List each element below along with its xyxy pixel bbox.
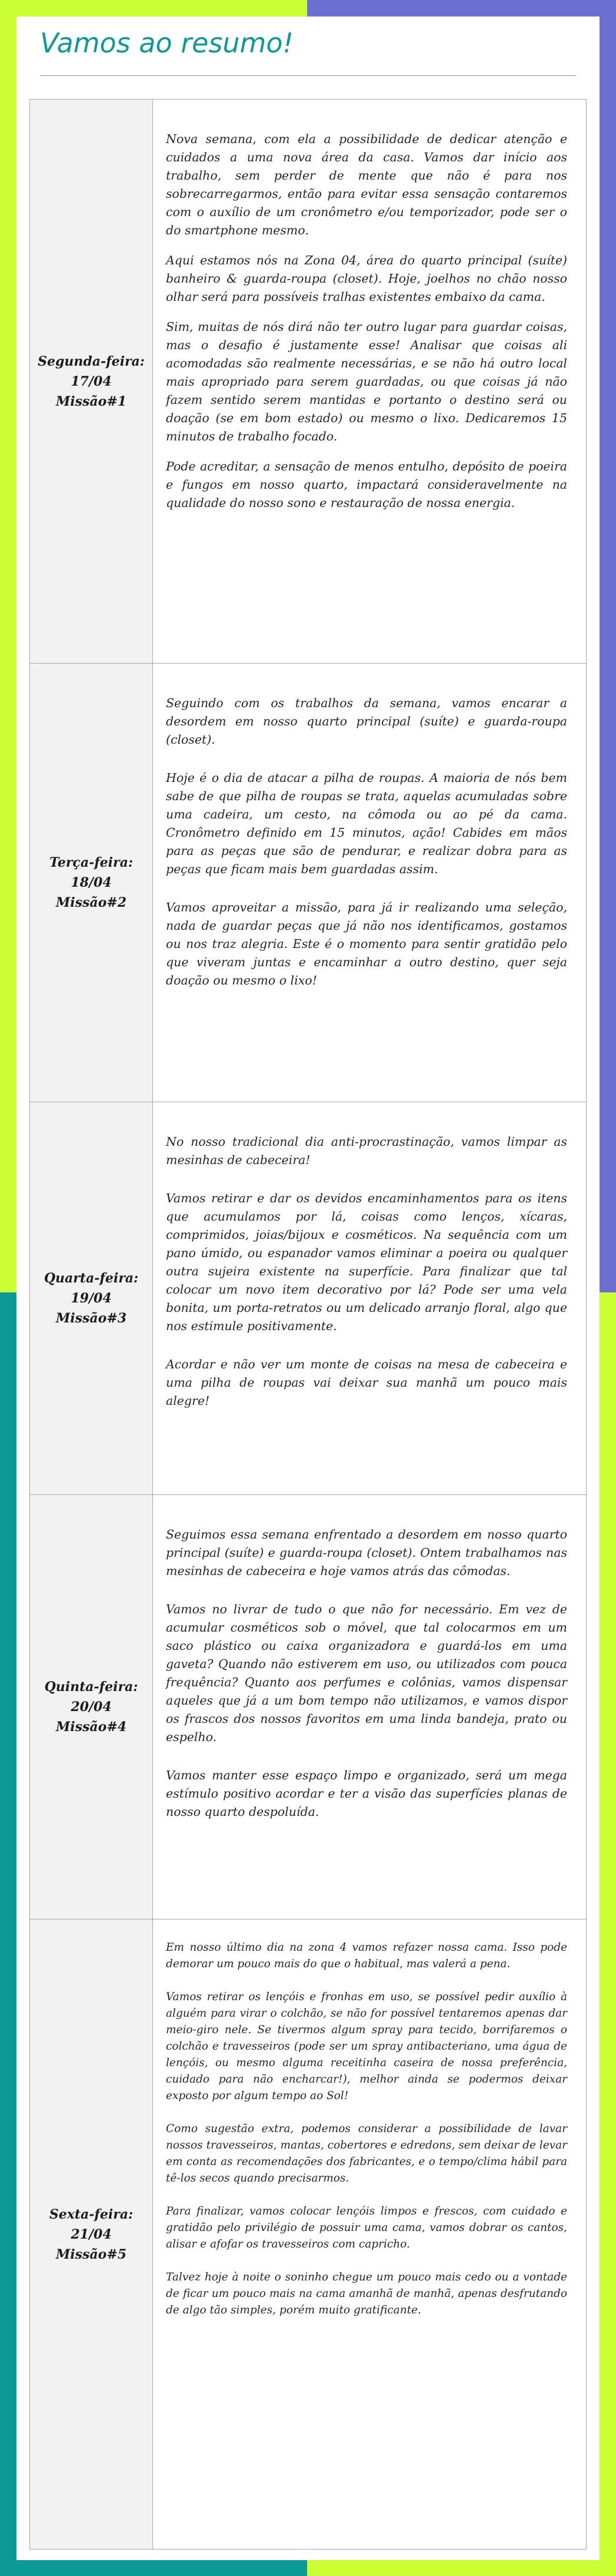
day-date: 18/04 bbox=[71, 875, 112, 891]
paragraph: Aqui estamos nós na Zona 04, área do quarto principal (suíte) banheiro & guarda-roupa (closet). Hoje, joelhos no chão nosso olhar será para possíveis tralhas existentes embaixo da cama. bbox=[166, 253, 567, 304]
table-row bbox=[30, 1495, 586, 1919]
paragraph: Seguimos essa semana enfrentado a desordem em nosso quarto principal (suíte) e guarda-roupa (closet). Ontem trabalhamos nas mesinhas de cabeceira e hoje vamos atrás das cômodas. bbox=[166, 1527, 567, 1578]
day-mission: Missão#5 bbox=[55, 2246, 127, 2262]
table-row bbox=[30, 664, 586, 1102]
mission-description bbox=[153, 1919, 586, 2549]
day-name: Quarta-feira: bbox=[44, 1271, 139, 1287]
day-cell bbox=[30, 1495, 153, 1919]
mission-description bbox=[153, 1495, 586, 1919]
day-name: Quinta-feira: bbox=[44, 1679, 138, 1695]
day-name: Sexta-feira: bbox=[49, 2206, 134, 2222]
paragraph: Sim, muitas de nós dirá não ter outro lugar para guardar coisas, mas o desafio é justamente esse! Analisar que coisas ali acomodadas são realmente necessárias, e se não há outro local mais apropriado para serem guardadas, ou que coisas já não fazem sentido serem mantidas e portanto o destino será ou doação (se em bom estado) ou mesmo o lixo. Dedicaremos 15 minutos de trabalho focado. bbox=[166, 320, 567, 443]
day-cell bbox=[30, 1919, 153, 2549]
day-mission: Missão#2 bbox=[55, 895, 127, 911]
paragraph: Em nosso último dia na zona 4 vamos refazer nossa cama. Isso pode demorar um pouco mais do que o habitual, mas valerá a pena. bbox=[166, 1941, 567, 1971]
paragraph: Seguindo com os trabalhos da semana, vamos encarar a desordem em nosso quarto principal (suíte) e guarda-roupa (closet). bbox=[166, 696, 567, 747]
day-date: 19/04 bbox=[71, 1291, 112, 1307]
day-date: 17/04 bbox=[71, 373, 112, 389]
table-row bbox=[30, 1102, 586, 1494]
table-row bbox=[30, 1919, 586, 2549]
day-mission: Missão#3 bbox=[55, 1311, 127, 1327]
paragraph: No nosso tradicional dia anti-procrastinação, vamos limpar as mesinhas de cabeceira! bbox=[166, 1135, 567, 1168]
weekly-schedule-table bbox=[29, 99, 587, 2550]
day-cell bbox=[30, 100, 153, 663]
paragraph: Pode acreditar, a sensação de menos entulho, depósito de poeira e fungos em nosso quarto, impactará consideravelmente na qualidade do nosso sono e restauração de nossa energia. bbox=[166, 459, 567, 510]
mission-description bbox=[153, 100, 586, 663]
paragraph: Vamos manter esse espaço limpo e organizado, será um mega estímulo positivo acordar e ter a visão das superfícies planas de nosso quarto despoluída. bbox=[166, 1768, 567, 1819]
day-cell bbox=[30, 1102, 153, 1494]
paragraph: Talvez hoje à noite o soninho chegue um pouco mais cedo ou a vontade de ficar um pouco mais na cama amanhã de manhã, apenas desfrutando de algo tão simples, porém muito gratificante. bbox=[166, 2271, 567, 2317]
day-date: 20/04 bbox=[71, 1699, 112, 1715]
day-mission: Missão#4 bbox=[55, 1719, 127, 1735]
paragraph: Para finalizar, vamos colocar lençóis limpos e frescos, com cuidado e gratidão pelo privilégio de possuir uma cama, vamos dobrar os cantos, alisar e afofar os travesseiros com capricho. bbox=[166, 2205, 567, 2251]
paragraph: Como sugestão extra, podemos considerar a possibilidade de lavar nossos travesseiros, mantas, cobertores e edredons, sem deixar de levar em conta as recomendações dos fabricantes, e o tempo/clima hábil para tê-los secos quando precisarmos. bbox=[166, 2123, 567, 2185]
table-row bbox=[30, 100, 586, 664]
mission-description bbox=[153, 1102, 586, 1494]
day-cell bbox=[30, 664, 153, 1102]
day-name: Segunda-feira: bbox=[38, 353, 145, 369]
day-date: 21/04 bbox=[71, 2226, 112, 2242]
day-name: Terça-feira: bbox=[49, 855, 133, 871]
paragraph: Vamos aproveitar a missão, para já ir realizando uma seleção, nada de guardar peças que já não nos identificamos, gostamos ou nos traz alegria. Este é o momento para sentir gratidão pelo que viveram juntas e encaminhar a outro destino, quer seja doação ou mesmo o lixo! bbox=[166, 900, 567, 988]
summary-card bbox=[16, 16, 600, 2560]
title-divider bbox=[40, 75, 576, 76]
paragraph: Nova semana, com ela a possibilidade de dedicar atenção e cuidados a uma nova área da casa. Vamos dar início aos trabalho, sem perder de mente que não é para nos sobrecarregarmos, então para evitar essa sensação contaremos com o auxílio de um cronômetro e/ou temporizador, pode ser o do smartphone mesmo. bbox=[166, 132, 567, 237]
paragraph: Vamos retirar os lençóis e fronhas em uso, se possível pedir auxílio à alguém para virar o colchão, se não for possível tentaremos apenas dar meio-giro nele. Se tivermos algum spray para tecido, borrifaremos o colchão e travesseiros (pode ser um spray antibacteriano, uma água de lençóis, ou mesmo alguma receitinha caseira de nossa preferência, cuidado para não encharcar!), melhor ainda se podermos deixar exposto por algum tempo ao Sol! bbox=[166, 1991, 567, 2103]
day-mission: Missão#1 bbox=[55, 393, 127, 409]
paragraph: Vamos retirar e dar os devidos encaminhamentos para os itens que acumulamos por lá, coisas como lenços, xícaras, comprimidos, joias/bijoux e cosméticos. Na sequência com um pano úmido, ou espanador vamos eliminar a poeira ou qualquer outra sujeira existente na superfície. Para finalizar que tal colocar um novo item decorativo por lá? Pode ser uma vela bonita, um porta-retratos ou um delicado arranjo floral, algo que nos estimule positivamente. bbox=[166, 1191, 567, 1334]
mission-description bbox=[153, 664, 586, 1102]
paragraph: Hoje é o dia de atacar a pilha de roupas. A maioria de nós bem sabe de que pilha de roupas se trata, aquelas acumuladas sobre uma cadeira, um cesto, na cômoda ou ao pé da cama. Cronômetro definido em 15 minutos, ação! Cabides em mãos para as peças que são de pendurar, e realizar dobra para as peças que ficam mais bem guardadas assim. bbox=[166, 771, 567, 877]
paragraph: Acordar e não ver um monte de coisas na mesa de cabeceira e uma pilha de roupas vai deixar sua manhã um pouco mais alegre! bbox=[166, 1357, 567, 1408]
page-title: Vamos ao resumo! bbox=[40, 27, 294, 59]
paragraph: Vamos no livrar de tudo o que não for necessário. Em vez de acumular cosméticos sob o móvel, que tal colocarmos em um saco plástico ou caixa organizadora e guardá-los em uma gaveta? Quando não estiverem em uso, ou utilizados com pouca frequência? Quanto aos perfumes e colônias, vamos dispensar aqueles que já a um bom tempo não utilizamos, e vamos dispor os frascos dos nossos favoritos em uma linda bandeja, prato ou espelho. bbox=[166, 1602, 567, 1744]
